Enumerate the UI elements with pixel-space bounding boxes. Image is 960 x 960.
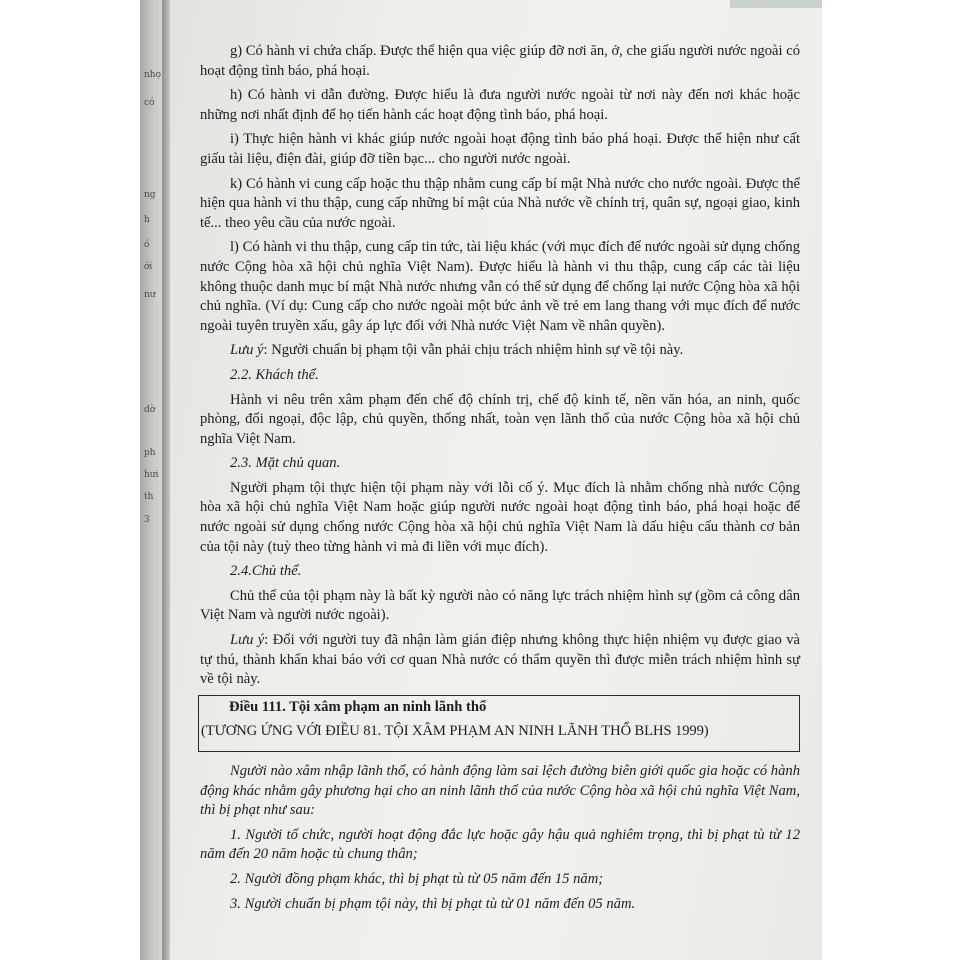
paragraph-h: h) Có hành vi dẫn đường. Được hiểu là đưa người nước ngoài từ nơi này đến nơi khác hoặc những nơi nhất định để họ tiến hành các hoạt động tình báo, phá hoại. bbox=[200, 87, 800, 123]
paragraph-object: Hành vi nêu trên xâm phạm đến chế độ chính trị, chế độ kinh tế, nền văn hóa, an ninh, quốc phòng, đối ngoại, độc lập, chủ quyền, thống nhất, toàn vẹn lãnh thổ của nước Cộng hòa xã hội chủ nghĩa Việt Nam. bbox=[200, 391, 800, 447]
page-fragment: có bbox=[144, 98, 155, 108]
page-fragment: h bbox=[144, 215, 150, 225]
paragraph-k: k) Có hành vi cung cấp hoặc thu thập nhằm cung cấp bí mật Nhà nước cho nước ngoài. Được thể hiện qua hành vi thu thập, cung cấp những bí mật của Nhà nước về chính trị, quân sự, ngoại giao, kinh tế... theo yêu cầu của nước ngoài. bbox=[200, 175, 800, 231]
note-label: Lưu ý bbox=[230, 342, 264, 359]
note-label: Lưu ý bbox=[230, 632, 265, 649]
article-clause-3: 3. Người chuẩn bị phạm tội này, thì bị phạt tù từ 01 năm đến 05 năm. bbox=[230, 895, 636, 912]
page-fragment: ó bbox=[144, 240, 150, 250]
page-fragment: ới bbox=[144, 262, 153, 272]
page-text bbox=[200, 42, 800, 919]
page-fragment: dờ bbox=[144, 405, 156, 415]
book-page bbox=[170, 0, 822, 960]
page-fragment: nư bbox=[144, 290, 156, 300]
section-heading-object: 2.2. Khách thể. bbox=[230, 366, 319, 383]
paragraph-subjective: Người phạm tội thực hiện tội phạm này với lỗi cố ý. Mục đích là nhằm chống nhà nước Cộng hòa xã hội chủ nghĩa Việt Nam hoặc giúp người nước ngoài hoạt động tình báo, phá hoại hoặc để nước ngoài sử dụng chống nước Cộng hòa xã hội chủ nghĩa Việt Nam là dấu hiệu cấu thành cơ bản của tội này (tuỳ theo từng hành vi mà đi liền với mục đích). bbox=[200, 479, 800, 555]
article-subtitle: (TƯƠNG ỨNG VỚI ĐIỀU 81. TỘI XÂM PHẠM AN NINH LÃNH THỔ BLHS 1999) bbox=[201, 723, 709, 740]
section-heading-subject: 2.4.Chủ thể. bbox=[230, 563, 302, 580]
section-heading-subjective: 2.3. Mặt chủ quan. bbox=[230, 455, 341, 472]
page-fragment: hưi bbox=[144, 470, 159, 480]
page-top-strip bbox=[730, 0, 822, 8]
article-heading-box bbox=[198, 695, 800, 752]
paragraph-g: g) Có hành vi chứa chấp. Được thể hiện qua việc giúp đỡ nơi ăn, ở, che giấu người nước ngoài có hoạt động tình báo, phá hoại. bbox=[200, 43, 800, 79]
article-clause-2: 2. Người đồng phạm khác, thì bị phạt tù từ 05 năm đến 15 năm; bbox=[230, 870, 604, 887]
paragraph-i: i) Thực hiện hành vi khác giúp nước ngoài hoạt động tình báo phá hoại. Được thể hiện như cất giấu tài liệu, điện đài, giúp đỡ tiền bạc... cho người nước ngoài. bbox=[200, 131, 800, 167]
note-text: : Đối với người tuy đã nhận làm gián điệp nhưng không thực hiện nhiệm vụ được giao và tự thú, thành khẩn khai báo với cơ quan Nhà nước có thẩm quyền thì được miễn trách nhiệm hình sự về tội này. bbox=[200, 632, 800, 688]
note-paragraph-1 bbox=[200, 341, 800, 361]
paragraph-subject: Chủ thể của tội phạm này là bất kỳ người nào có năng lực trách nhiệm hình sự (gồm cả công dân Việt Nam và người nước ngoài). bbox=[200, 587, 800, 624]
page-fragment: 3 bbox=[144, 515, 150, 525]
note-paragraph-2 bbox=[200, 631, 800, 690]
page-fragment: ng bbox=[144, 190, 156, 200]
article-intro: Người nào xâm nhập lãnh thổ, có hành động làm sai lệch đường biên giới quốc gia hoặc có hành động khác nhằm gây phương hại cho an ninh lãnh thổ của nước Cộng hòa xã hội chủ nghĩa Việt Nam, thì bị phạt như sau: bbox=[200, 763, 800, 819]
paragraph-l: l) Có hành vi thu thập, cung cấp tin tức, tài liệu khác (với mục đích để nước ngoài sử dụng chống nước Cộng hòa xã hội chủ nghĩa Việt Nam). Được hiểu là hành vi thu thập, cung cấp các tài liệu không thuộc danh mục bí mật Nhà nước nhưng vẫn có thể sử dụng để chống lại nước Cộng hòa xã hội chủ nghĩa. (Ví dụ: Cung cấp cho nước ngoài một bức ảnh về trẻ em lang thang với mục đích để nước ngoài tuyên truyền xấu, gây áp lực đối với Nhà nước Việt Nam về nhân quyền). bbox=[200, 239, 800, 334]
article-title: Điều 111. Tội xâm phạm an ninh lãnh thổ bbox=[229, 698, 487, 715]
page-fragment: th bbox=[144, 492, 154, 502]
page-fragment: nhọ bbox=[144, 70, 162, 80]
previous-page-edge bbox=[140, 0, 164, 960]
note-text: : Người chuẩn bị phạm tội vẫn phải chịu trách nhiệm hình sự về tội này. bbox=[263, 342, 684, 359]
page-fragment: ph bbox=[144, 448, 156, 458]
article-clause-1: 1. Người tổ chức, người hoạt động đắc lực hoặc gây hậu quả nghiêm trọng, thì bị phạt tù từ 12 năm đến 20 năm hoặc tù chung thân; bbox=[200, 826, 800, 863]
